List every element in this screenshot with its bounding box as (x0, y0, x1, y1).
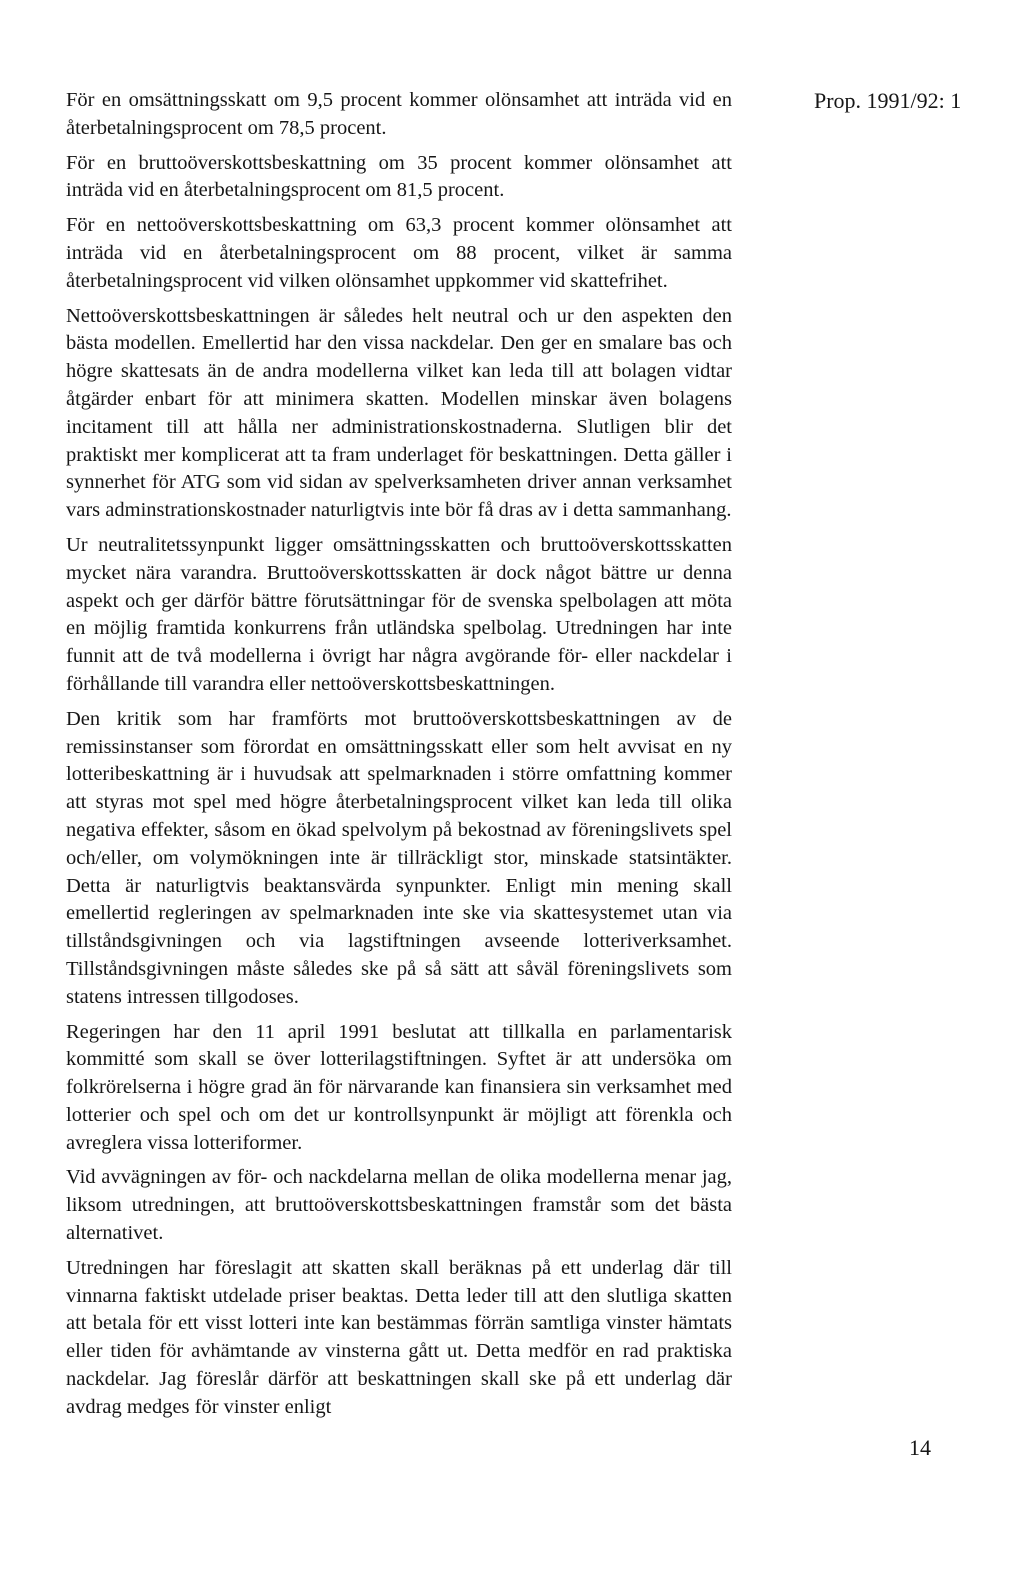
paragraph: Nettoöverskottsbeskattningen är således helt neutral och ur den aspekten den bästa modellen. Emellertid har den vissa nackdelar. Den ger en smalare bas och högre skattesats än de andra modellerna vilket kan leda till att bolagen vidtar åtgärder enbart för att minimera skatten. Modellen minskar även bolagens incitament till att hålla ner administrationskostnaderna. Slutligen blir det praktiskt mer komplicerat att ta fram underlaget för beskattningen. Detta gäller i synnerhet för ATG som vid sidan av spelverksamheten driver annan verksamhet vars adminstrationskostnader naturligtvis inte bör få dras av i detta sammanhang. (66, 304, 732, 522)
page-number: 14 (909, 1435, 931, 1460)
paragraph: För en omsättningsskatt om 9,5 procent kommer olönsamhet att inträda vid en återbetalningsprocent om 78,5 procent. (66, 89, 732, 139)
document-reference: Prop. 1991/92: 1 (814, 88, 962, 113)
paragraph: Ur neutralitetssynpunkt ligger omsättningsskatten och bruttoöverskottsskatten mycket nära varandra. Bruttoöverskottsskatten är dock något bättre ur denna aspekt och ger därför bättre förutsättningar för de svenska spelbolagen att möta en möjlig framtida konkurrens från utländska spelbolag. Utredningen har inte funnit att de två modellerna i övrigt har några avgörande för- eller nackdelar i förhållande till varandra eller nettoöverskottsbeskattningen. (66, 533, 732, 695)
paragraph: För en bruttoöverskottsbeskattning om 35 procent kommer olönsamhet att inträda vid en återbetalningsprocent om 81,5 procent. (66, 151, 732, 202)
paragraph: Utredningen har föreslagit att skatten skall beräknas på ett underlag där till vinnarna faktiskt utdelade priser beaktas. Detta leder till att den slutliga skatten att betala för ett visst lotteri inte kan bestämmas förrän samtliga vinster hämtats eller tiden för avhämtande av vinsterna gått ut. Detta medför en rad praktiska nackdelar. Jag föreslår därför att beskattningen skall ske på ett underlag där avdrag medges för vinster enligt (66, 1256, 732, 1418)
paragraph: För en nettoöverskottsbeskattning om 63,3 procent kommer olönsamhet att inträda vid en återbetalningsprocent om 88 procent, vilket är samma återbetalningsprocent vid vilken olönsamhet uppkommer vid skattefrihet. (66, 214, 732, 292)
paragraph: Den kritik som har framförts mot bruttoöverskottsbeskattningen av de remissinstanser som förordat en omsättningsskatt eller som helt avvisat en ny lotteribeskattning är i huvudsak att spelmarknaden i större omfattning kommer att styras mot spel med högre återbetalningsprocent vilket kan leda till olika negativa effekter, såsom en ökad spelvolym på bekostnad av föreningslivets spel och/eller, om volymökningen inte är tillräckligt stor, minskade statsintäkter. Detta är naturligtvis beaktansvärda synpunkter. Enligt min mening skall emellertid regleringen av spelmarknaden inte ske via skattesystemet utan via tillståndsgivningen och via lagstiftningen avseende lotteriverksamhet. Tillståndsgivningen måste således ske på så sätt att såväl föreningslivets som statens intressen tillgodoses. (66, 707, 732, 1008)
paragraph: Regeringen har den 11 april 1991 beslutat att tillkalla en parlamentarisk kommitté som skall se över lotterilagstiftningen. Syftet är att undersöka om folkrörelserna i högre grad än för närvarande kan finansiera sin verksamhet med lotterier och spel och om det ur kontrollsynpunkt är möjligt att förenkla och avreglera vissa lotteriformer. (66, 1020, 732, 1154)
paragraph: Vid avvägningen av för- och nackdelarna mellan de olika modellerna menar jag, liksom utredningen, att bruttoöverskottsbeskattningen framstår som det bästa alternativet. (66, 1166, 732, 1245)
body-text (66, 87, 732, 1429)
